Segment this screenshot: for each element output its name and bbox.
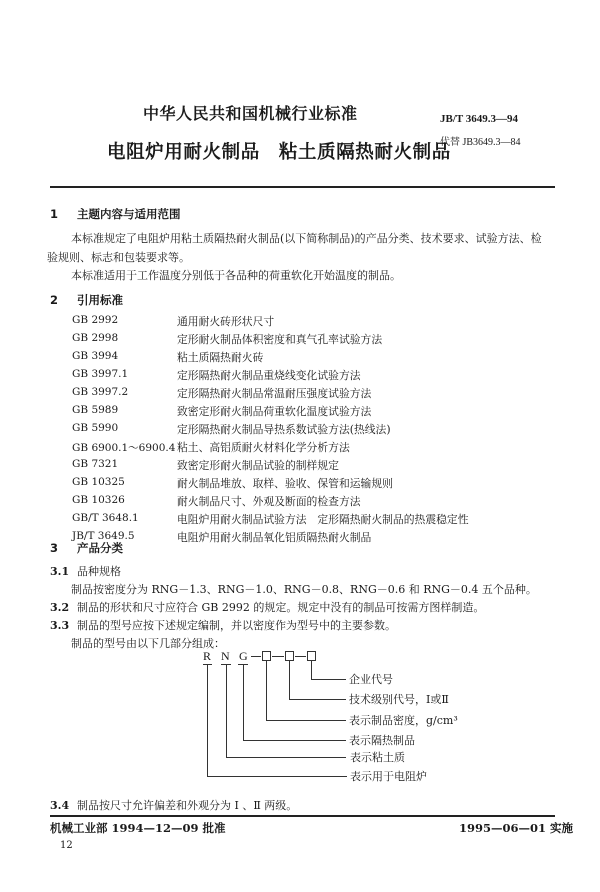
- placeholder-box: [262, 651, 271, 661]
- header-rule: [50, 186, 555, 188]
- leader-line: [243, 664, 244, 741]
- section-1-para-1-line-1: 本标准规定了电阻炉用粘土质隔热耐火制品(以下简称制品)的产品分类、技术要求、试验方法、检: [71, 232, 542, 245]
- reference-title: 定形隔热耐火制品重烧线变化试验方法: [177, 369, 361, 382]
- footer-rule: [50, 815, 555, 817]
- subsection-number: 3.4: [50, 799, 70, 812]
- dash: [272, 656, 284, 657]
- leader-line: [226, 757, 346, 758]
- letter-g: G: [239, 649, 248, 663]
- label-resistance-furnace: 表示用于电阻炉: [350, 770, 427, 783]
- reference-code: GB 2998: [72, 332, 119, 344]
- reference-code: GB 10326: [72, 494, 125, 506]
- reference-title: 致密定形耐火制品试验的制样规定: [177, 459, 339, 472]
- letter-r: R: [203, 649, 212, 663]
- section-title: 产品分类: [77, 541, 123, 555]
- leader-line: [266, 661, 267, 721]
- reference-code: GB 2992: [72, 314, 119, 326]
- label-insulating: 表示隔热制品: [349, 734, 415, 747]
- dash: [295, 656, 306, 657]
- section-number: 3: [50, 541, 59, 555]
- reference-title: 通用耐火砖形状尺寸: [177, 315, 275, 328]
- subsection-number: 3.3: [50, 619, 70, 632]
- approval-statement: 机械工业部 1994—12—09 批准: [50, 821, 226, 835]
- leader-line: [289, 661, 290, 700]
- section-1-heading: [50, 206, 181, 222]
- label-clay: 表示粘土质: [350, 751, 405, 764]
- document-title: 电阻炉用耐火制品 粘土质隔热耐火制品: [107, 142, 451, 163]
- leader-line: [311, 679, 346, 680]
- reference-code: GB 6900.1～6900.4: [72, 442, 176, 454]
- reference-title: 定形耐火制品体积密度和真气孔率试验方法: [177, 333, 383, 346]
- reference-code: GB 7321: [72, 458, 119, 470]
- section-3-3: [50, 617, 396, 633]
- label-technical-grade: 技术级别代号，Ⅰ或Ⅱ: [349, 693, 449, 706]
- reference-code: JB/T 3649.5: [72, 530, 135, 542]
- leader-line: [266, 720, 346, 721]
- reference-code: GB 5990: [72, 422, 119, 434]
- reference-title: 粘土、高铝质耐火材料化学分析方法: [177, 441, 350, 454]
- reference-code: GB/T 3648.1: [72, 512, 139, 524]
- implementation-date: 1995—06—01 实施: [459, 821, 574, 835]
- subsection-text: 制品的型号应按下述规定编制，并以密度作为型号中的主要参数。: [77, 619, 396, 632]
- subsection-number: 3.2: [50, 601, 70, 614]
- reference-code: GB 10325: [72, 476, 125, 488]
- reference-title: 粘土质隔热耐火砖: [177, 351, 264, 364]
- leader-line: [311, 661, 312, 680]
- letter-n: N: [221, 649, 230, 663]
- leader-line: [207, 664, 208, 777]
- leader-line: [289, 699, 346, 700]
- reference-title: 定形隔热耐火制品导热系数试验方法(热线法): [177, 423, 391, 436]
- standard-number: JB/T 3649.3—94: [440, 113, 519, 125]
- replaces-standard: 代替 JB3649.3—84: [440, 137, 521, 148]
- section-2-heading: [50, 292, 123, 308]
- leader-line: [226, 664, 227, 758]
- section-1-para-1-line-2: 验规则、标志和包装要求等。: [47, 251, 190, 264]
- subsection-text: 制品按尺寸允许偏差和外观分为 Ⅰ 、Ⅱ 两级。: [77, 799, 298, 812]
- subsection-text: 制品的形状和尺寸应符合 GB 2992 的规定。规定中没有的制品可按需方图样制造。: [77, 601, 485, 614]
- section-3-3-text-2: 制品的型号由以下几部分组成：: [71, 637, 225, 650]
- reference-title: 致密定形耐火制品荷重软化温度试验方法: [177, 405, 372, 418]
- reference-title: 耐火制品尺寸、外观及断面的检查方法: [177, 495, 361, 508]
- reference-title: 耐火制品堆放、取样、验收、保管和运输规则: [177, 477, 393, 490]
- leader-line: [243, 740, 346, 741]
- reference-code: GB 5989: [72, 404, 119, 416]
- subsection-number: 3.1: [50, 565, 70, 578]
- reference-title: 定形隔热耐火制品常温耐压强度试验方法: [177, 387, 372, 400]
- section-number: 1: [50, 207, 59, 221]
- section-3-2: [50, 599, 484, 615]
- section-title: 引用标准: [77, 293, 123, 307]
- dash: [251, 656, 261, 657]
- section-1-para-2: 本标准适用于工作温度分别低于各品种的荷重软化开始温度的制品。: [71, 269, 401, 282]
- section-number: 2: [50, 293, 59, 307]
- reference-title: 电阻炉用耐火制品试验方法 定形隔热耐火制品的热震稳定性: [177, 513, 469, 526]
- placeholder-box: [285, 651, 294, 661]
- reference-code: GB 3997.1: [72, 368, 129, 380]
- page-number: 12: [60, 840, 73, 851]
- section-3-1-text: 制品按密度分为 RNG－1.3、RNG－1.0、RNG－0.8、RNG－0.6 和 RNG－0.4 五个品种。: [71, 583, 537, 596]
- label-enterprise-code: 企业代号: [349, 673, 393, 686]
- section-3-4: [50, 797, 297, 813]
- section-title: 主题内容与适用范围: [77, 207, 181, 221]
- section-3-heading: [50, 540, 123, 556]
- leader-line: [207, 776, 347, 777]
- section-3-1-heading: [50, 563, 121, 579]
- reference-code: GB 3997.2: [72, 386, 129, 398]
- issuing-organization: 中华人民共和国机械行业标准: [143, 104, 358, 123]
- reference-code: GB 3994: [72, 350, 119, 362]
- placeholder-box: [307, 651, 316, 661]
- reference-title: 电阻炉用耐火制品氧化铝质隔热耐火制品: [177, 531, 372, 544]
- label-density: 表示制品密度，g/cm³: [349, 714, 458, 727]
- subsection-title: 品种规格: [77, 565, 121, 578]
